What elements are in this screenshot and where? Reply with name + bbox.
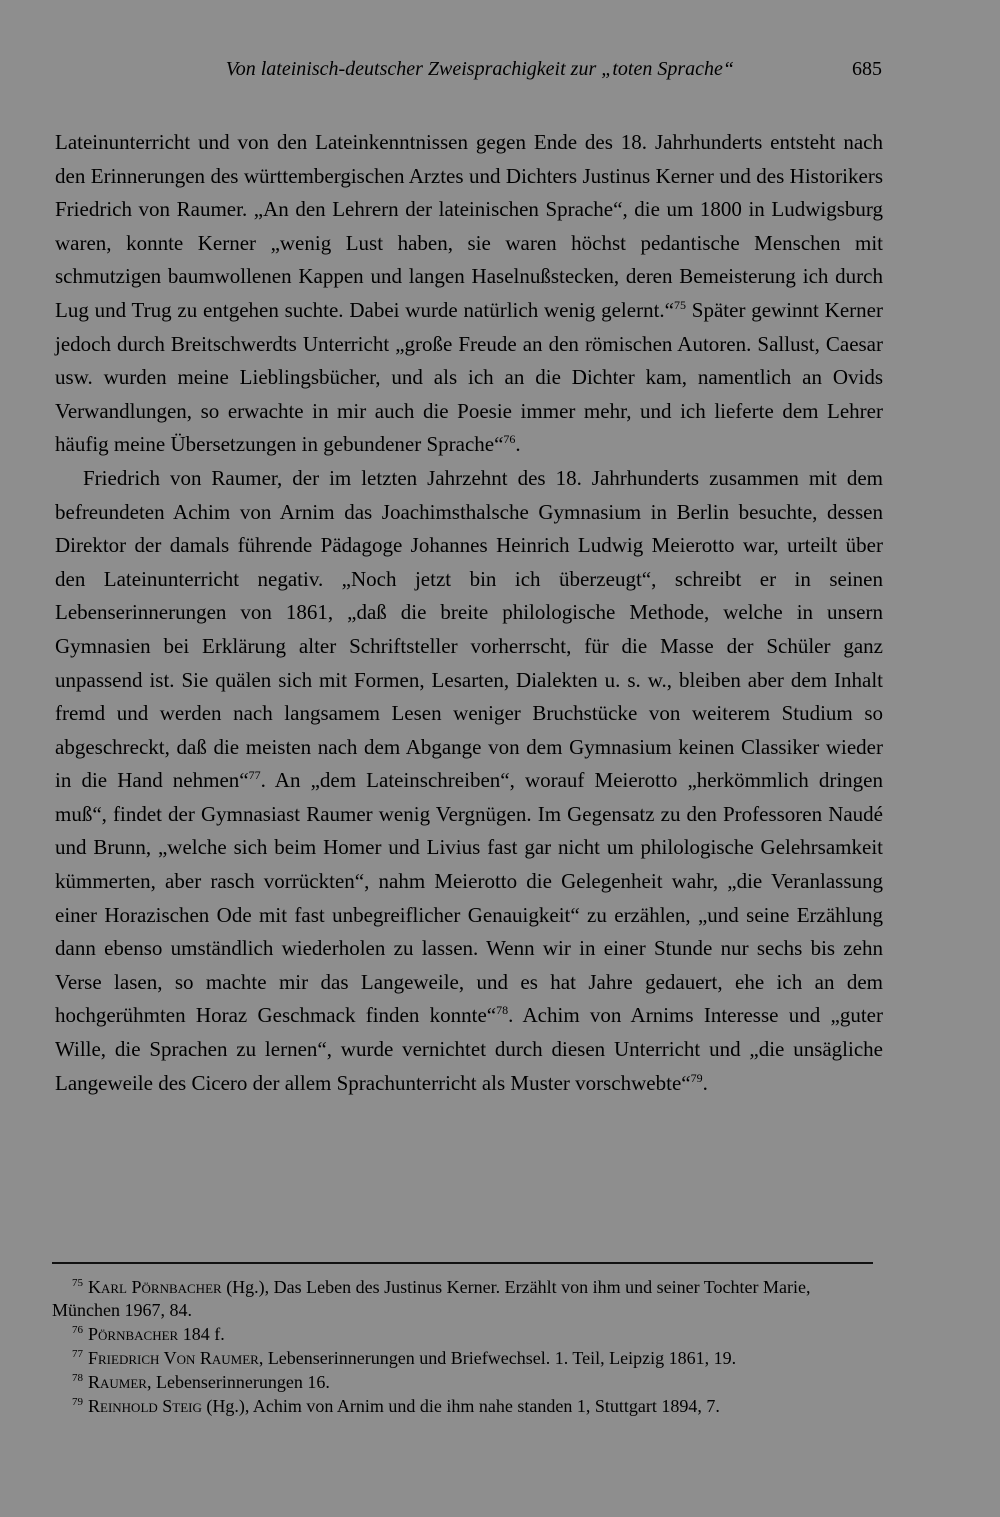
footnote-number: 75 [72,1277,83,1289]
footnote-reference: 78 [496,1003,509,1018]
running-header [52,58,882,90]
paragraph-text: Später gewinnt Kerner jedoch durch Breitschwerdts Unterricht „große Freude an den römischen Autoren. Sallust, Caesar usw. wurden meine Lieblingsbücher, und als ich an die Dichter kam, namentlich an Ovids Verwandlungen, so erwachte in mir auch die Poesie immer mehr, und ich lieferte dem Lehrer häufig meine Übersetzungen in gebundener Sprache“ [55,297,883,457]
footnote-text: 184 f. [178,1324,225,1344]
paragraph-text: . An „dem Lateinschreiben“, worauf Meierotto „herkömmlich dringen muß“, findet der Gymnasiast Raumer wenig Vergnügen. Im Gegensatz zu den Professoren Naudé und Brunn, „welche sich beim Homer und Livius fast gar nicht um philologische Gelehrsamkeit kümmerten, aber rasch vorrückten“, nahm Meierotto die Gelegenheit wahr, „die Veranlassung einer Horazischen Ode mit fast unbegreiflicher Genauigkeit“ zu erzählen, „und seine Erzählung dann ebenso umständlich wiederholen zu lassen. Wenn wir in einer Stunde nur sechs bis zehn Verse lasen, so machte mir das Langeweile, und es hat Jahre gedauert, ehe ich an dem hochgerühmten Horaz Geschmack finden konnte“ [55,768,883,1028]
footnote-reference: 75 [673,297,686,312]
paragraph-text: . [702,1070,708,1095]
paragraph-text: Friedrich von Raumer, der im letzten Jahrzehnt des 18. Jahrhunderts zusammen mit dem befreundeten Achim von Arnim das Joachimsthalsche Gymnasium in Berlin besuchte, dessen Direktor der damals führende Pädagoge Johannes Heinrich Ludwig Meierotto war, urteilt über den Lateinunterricht negativ. „Noch jetzt bin ich überzeugt“, schreibt er in seinen Lebenserinnerungen von 1861, „daß die breite philologische Methode, welche in unsern Gymnasien bei Erklärung alter Schriftsteller vorherrscht, für die Masse der Schüler ganz unpassend ist. Sie quälen sich mit Formen, Lesarten, Dialekten u. s. w., bleiben aber dem Inhalt fremd und werden nach langsamem Lesen weniger Bruchstücke von weiterem Studium so abgeschreckt, daß die meisten nach dem Abgange von dem Gymnasium keinen Classiker wieder in die Hand nehmen“ [55,465,883,793]
body-paragraph [55,126,883,462]
footnote-number: 77 [72,1348,83,1360]
paragraph-text: Lateinunterricht und von den Lateinkenntnissen gegen Ende des 18. Jahrhunderts entsteht nach den Erinnerungen des württembergischen Arztes und Dichters Justinus Kerner und des Historikers Friedrich von Raumer. „An den Lehrern der lateinischen Sprache“, die um 1800 in Ludwigsburg waren, konnte Kerner „wenig Lust haben, sie waren höchst pedantische Menschen mit schmutzigen baumwollenen Kappen und langen Haselnußstecken, deren Bemeisterung ich durch Lug und Trug zu entgehen suchte. Dabei wurde natürlich wenig gelernt.“ [55,130,883,322]
footnote-number: 79 [72,1396,83,1408]
page-number: 685 [852,58,882,80]
footnote-reference: 79 [690,1070,703,1085]
footnote-author: Karl Pörnbacher [88,1277,222,1297]
footnote-text: , Lebenserinnerungen 16. [146,1372,330,1392]
footnote-divider [52,1262,873,1264]
body-paragraph [55,462,883,1100]
footnote-text: (Hg.), Achim von Arnim und die ihm nahe standen 1, Stuttgart 1894, 7. [201,1396,720,1416]
main-text [55,126,883,1100]
footnotes [52,1276,880,1419]
paragraph-text: . Achim von Arnims Interesse und „guter Wille, die Sprachen zu lernen“, wurde vernichtet durch diesen Unterricht und „die unsägliche Langeweile des Cicero der allem Sprachunterricht als Muster vorschwebte“ [55,1003,883,1095]
footnote-author: Raumer [88,1372,147,1392]
footnote-text: (Hg.), Das Leben des Justinus Kerner. Erzählt von ihm und seiner Tochter Marie, München 1967, 84. [52,1277,811,1320]
footnote-author: Pörnbacher [88,1324,179,1344]
running-title: Von lateinisch-deutscher Zweisprachigkeit zur „toten Sprache“ [225,58,734,80]
footnote-item [52,1395,880,1418]
footnote-author: Friedrich Von Raumer [88,1348,259,1368]
footnote-item [52,1347,880,1370]
footnote-number: 78 [72,1372,83,1384]
footnote-text: , Lebenserinnerungen und Briefwechsel. 1. Teil, Leipzig 1861, 19. [258,1348,737,1368]
footnote-reference: 77 [248,768,261,783]
footnote-item [52,1276,880,1322]
footnote-author: Reinhold Steig [88,1396,202,1416]
paragraph-text: . [515,432,521,457]
footnote-number: 76 [72,1324,83,1336]
footnote-item [52,1371,880,1394]
footnote-item [52,1323,880,1346]
footnote-reference: 76 [503,432,516,447]
